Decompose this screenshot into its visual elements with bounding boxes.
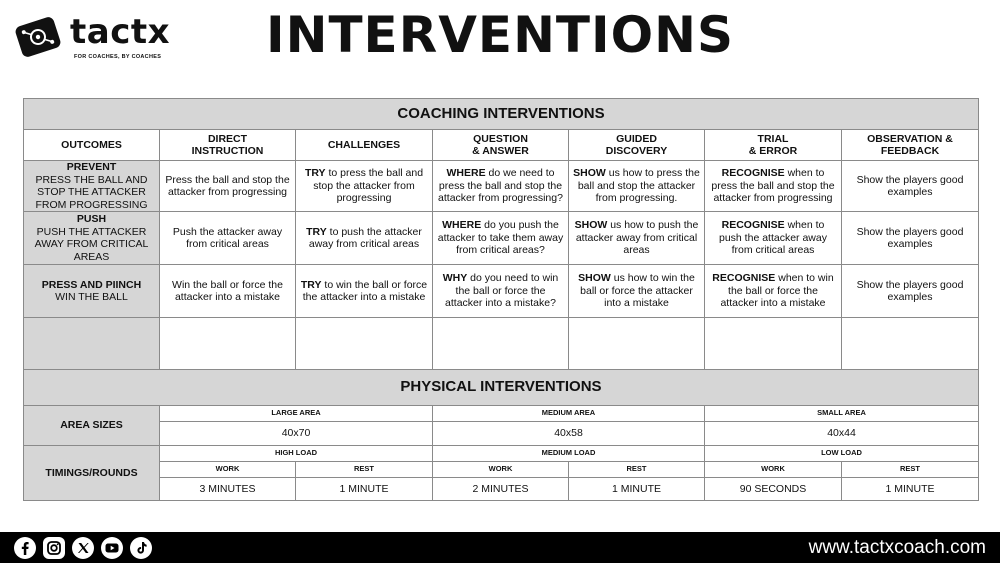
website-url[interactable]: www.tactxcoach.com (808, 537, 986, 558)
timings-label: TIMINGS/ROUNDS (24, 446, 160, 501)
direct-cell: Win the ball or force the attacker into a mistake (160, 265, 296, 318)
work-value: 90 SECONDS (705, 478, 842, 501)
empty-row (24, 318, 979, 370)
load-name: MEDIUM LOAD (433, 446, 705, 462)
empty-cell (842, 318, 979, 370)
brand-logo (12, 14, 212, 64)
trial-cell: RECOGNISE when to press the ball and stop the attacker from progressing (705, 161, 842, 212)
challenge-cell: TRY to win the ball or force the attacker into a mistake (296, 265, 433, 318)
instagram-icon[interactable] (43, 537, 65, 559)
footer-bar (0, 532, 1000, 563)
area-sizes-row (24, 422, 979, 446)
tiktok-icon[interactable] (130, 537, 152, 559)
outcome-desc: PRESS THE BALL AND STOP THE ATTACKER FROM PROGRESSING (35, 173, 148, 211)
empty-cell (433, 318, 569, 370)
page-title: INTERVENTIONS (266, 6, 734, 64)
coaching-header-row (24, 130, 979, 161)
work-label: WORK (160, 462, 296, 478)
header-trial-error: TRIAL & ERROR (705, 130, 842, 161)
observation-cell: Show the players good examples (842, 161, 979, 212)
work-rest-header-row (24, 462, 979, 478)
load-names-row (24, 446, 979, 462)
area-names-row (24, 406, 979, 422)
work-label: WORK (705, 462, 842, 478)
outcome-title: PUSH (76, 213, 107, 225)
empty-cell (296, 318, 433, 370)
outcome-desc: WIN THE BALL (55, 291, 128, 303)
guided-cell: SHOW us how to win the ball or force the attacker into a mistake (569, 265, 705, 318)
qa-cell: WHERE do you push the attacker to take them away from critical areas? (433, 212, 569, 265)
coaching-section-title: COACHING INTERVENTIONS (24, 99, 979, 130)
direct-cell: Push the attacker away from critical areas (160, 212, 296, 265)
facebook-icon[interactable] (14, 537, 36, 559)
rest-value: 1 MINUTE (842, 478, 979, 501)
guided-cell: SHOW us how to press the ball and stop the attacker from progressing. (569, 161, 705, 212)
tactics-board-icon (12, 16, 64, 58)
work-value: 2 MINUTES (433, 478, 569, 501)
empty-cell (705, 318, 842, 370)
outcome-title: PRESS AND PIINCH (41, 278, 142, 291)
observation-cell: Show the players good examples (842, 265, 979, 318)
empty-cell (569, 318, 705, 370)
trial-cell: RECOGNISE when to win the ball or force the attacker into a mistake (705, 265, 842, 318)
brand-tagline: FOR COACHES, BY COACHES (74, 54, 162, 60)
outcome-cell (24, 265, 160, 318)
header-observation-feedback: OBSERVATION & FEEDBACK (842, 130, 979, 161)
empty-cell (24, 318, 160, 370)
area-name: MEDIUM AREA (433, 406, 705, 422)
area-size: 40x44 (705, 422, 979, 446)
rest-value: 1 MINUTE (569, 478, 705, 501)
table-row (24, 265, 979, 318)
load-name: LOW LOAD (705, 446, 979, 462)
physical-section-title: PHYSICAL INTERVENTIONS (24, 370, 979, 406)
outcome-cell (24, 212, 160, 265)
header-challenges: CHALLENGES (296, 130, 433, 161)
table-row (24, 212, 979, 265)
rest-value: 1 MINUTE (296, 478, 433, 501)
trial-cell: RECOGNISE when to push the attacker away from critical areas (705, 212, 842, 265)
x-icon[interactable] (72, 537, 94, 559)
area-size: 40x70 (160, 422, 433, 446)
work-label: WORK (433, 462, 569, 478)
guided-cell: SHOW us how to push the attacker away from critical areas (569, 212, 705, 265)
observation-cell: Show the players good examples (842, 212, 979, 265)
work-value: 3 MINUTES (160, 478, 296, 501)
header-outcomes: OUTCOMES (24, 130, 160, 161)
table-row (24, 161, 979, 212)
header-guided-discovery: GUIDED DISCOVERY (569, 130, 705, 161)
area-sizes-label: AREA SIZES (24, 406, 160, 446)
direct-cell: Press the ball and stop the attacker from progressing (160, 161, 296, 212)
empty-cell (160, 318, 296, 370)
rest-label: REST (569, 462, 705, 478)
brand-name: tactx (70, 12, 171, 52)
interventions-table (23, 98, 979, 501)
area-name: LARGE AREA (160, 406, 433, 422)
area-name: SMALL AREA (705, 406, 979, 422)
area-size: 40x58 (433, 422, 705, 446)
social-links (14, 537, 152, 559)
header-direct-instruction: DIRECT INSTRUCTION (160, 130, 296, 161)
rest-label: REST (842, 462, 979, 478)
outcome-title: PREVENT (66, 161, 117, 173)
qa-cell: WHERE do we need to press the ball and stop the attacker from progressing? (433, 161, 569, 212)
qa-cell: WHY do you need to win the ball or force the attacker into a mistake? (433, 265, 569, 318)
work-rest-values-row (24, 478, 979, 501)
youtube-icon[interactable] (101, 537, 123, 559)
outcome-desc: PUSH THE ATTACKER AWAY FROM CRITICAL AREAS (34, 225, 149, 263)
header-question-answer: QUESTION & ANSWER (433, 130, 569, 161)
rest-label: REST (296, 462, 433, 478)
load-name: HIGH LOAD (160, 446, 433, 462)
challenge-cell: TRY to push the attacker away from critical areas (296, 212, 433, 265)
outcome-cell (24, 161, 160, 212)
challenge-cell: TRY to press the ball and stop the attacker from progressing (296, 161, 433, 212)
